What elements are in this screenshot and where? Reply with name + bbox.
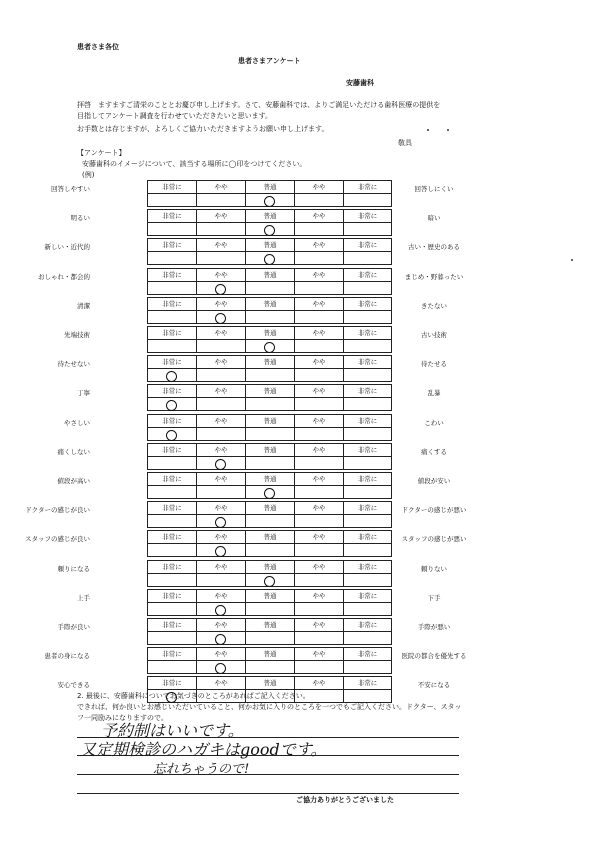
scale-label: 普通: [245, 501, 294, 515]
rating-option[interactable]: [147, 661, 196, 674]
row-right-label: ドクターの感じが悪い: [401, 506, 467, 514]
scale-label: 非常に: [147, 297, 196, 311]
row-left-label: 頼りになる: [57, 565, 90, 573]
question-2-line-3: フ一同励みになりますので。: [77, 714, 168, 722]
handwritten-answer-1: 予約制はいいです。: [101, 721, 244, 740]
row-left-label: 値段が高い: [57, 477, 90, 485]
rating-option[interactable]: [245, 515, 294, 528]
row-right-label: 下手: [427, 594, 441, 602]
circle-mark-icon: [264, 254, 275, 265]
circle-mark-icon: [264, 225, 275, 236]
row-left-label: 回答しやすい: [51, 185, 90, 193]
scale-label: 非常に: [147, 414, 196, 428]
rating-option[interactable]: [343, 398, 392, 411]
handwritten-answer-2: 又定期検診のハガキはgoodです。: [80, 740, 327, 759]
rating-scale: [147, 209, 396, 236]
scale-label: やや: [196, 384, 245, 398]
rating-option[interactable]: [343, 223, 392, 236]
scale-label: 非常に: [147, 238, 196, 252]
greeting-line-2: 目指してアンケート調査を行わせていただきたいと思います。: [77, 112, 273, 120]
recipient: 患者さま各位: [77, 43, 119, 51]
scale-label: やや: [294, 501, 343, 515]
scale-label: やや: [196, 326, 245, 340]
circle-mark-icon: [215, 663, 226, 674]
row-right-label: 痛くする: [421, 448, 447, 456]
circle-mark-icon: [215, 605, 226, 616]
rating-option[interactable]: [196, 632, 245, 645]
answer-line: [77, 793, 459, 794]
row-left-label: 新しい・近代的: [44, 243, 90, 251]
rating-scale: [147, 384, 396, 411]
rating-option[interactable]: [147, 574, 196, 587]
scale-label: やや: [196, 180, 245, 194]
rating-option[interactable]: [343, 574, 392, 587]
scale-label: 非常に: [343, 268, 392, 282]
rating-option[interactable]: [245, 311, 294, 324]
circle-mark-icon: [215, 313, 226, 324]
rating-option[interactable]: [245, 457, 294, 470]
scale-label: 普通: [245, 472, 294, 486]
scale-label: やや: [294, 355, 343, 369]
rating-option[interactable]: [196, 661, 245, 674]
rating-option[interactable]: [343, 486, 392, 499]
scale-label: 普通: [245, 355, 294, 369]
scale-label: 非常に: [147, 676, 196, 690]
scale-label: やや: [294, 384, 343, 398]
scale-label: 普通: [245, 530, 294, 544]
scale-label: 非常に: [147, 268, 196, 282]
row-right-label: 医院の都合を優先する: [401, 652, 467, 660]
rating-scale: [147, 355, 396, 382]
rating-option[interactable]: [245, 428, 294, 441]
row-right-label: 頼りない: [421, 565, 447, 573]
rating-option[interactable]: [343, 340, 392, 353]
scale-label: 非常に: [343, 297, 392, 311]
scale-label: やや: [294, 209, 343, 223]
scale-label: 非常に: [343, 647, 392, 661]
rating-option[interactable]: [147, 311, 196, 324]
row-right-label: 待たせる: [421, 360, 447, 368]
rating-option[interactable]: [196, 369, 245, 382]
rating-option[interactable]: [196, 398, 245, 411]
scale-label: 普通: [245, 268, 294, 282]
circle-mark-icon: [215, 634, 226, 645]
scale-label: やや: [294, 647, 343, 661]
circle-mark-icon: [264, 196, 275, 207]
scale-label: 非常に: [343, 501, 392, 515]
scale-label: やや: [294, 297, 343, 311]
scale-label: 非常に: [147, 326, 196, 340]
scale-label: やや: [294, 326, 343, 340]
scale-label: 非常に: [343, 443, 392, 457]
rating-option[interactable]: [245, 194, 294, 207]
rating-scale: [147, 472, 396, 499]
rating-option[interactable]: [294, 282, 343, 295]
rating-option[interactable]: [196, 544, 245, 557]
rating-option[interactable]: [245, 632, 294, 645]
rating-option[interactable]: [147, 632, 196, 645]
rating-option[interactable]: [245, 282, 294, 295]
rating-option[interactable]: [343, 252, 392, 265]
scale-label: 非常に: [147, 209, 196, 223]
scale-label: 非常に: [343, 618, 392, 632]
rating-option[interactable]: [147, 603, 196, 616]
scale-label: やや: [196, 443, 245, 457]
rating-option[interactable]: [147, 194, 196, 207]
scale-label: 普通: [245, 326, 294, 340]
rating-scale: [147, 297, 396, 324]
rating-option[interactable]: [245, 398, 294, 411]
scale-label: 非常に: [147, 618, 196, 632]
scale-label: やや: [294, 618, 343, 632]
rating-option[interactable]: [294, 398, 343, 411]
rating-option[interactable]: [147, 223, 196, 236]
rating-option[interactable]: [196, 340, 245, 353]
circle-mark-icon: [264, 342, 275, 353]
rating-option[interactable]: [196, 574, 245, 587]
section-instruction: 安藤歯科のイメージについて、該当する場所に◯印をつけてください。: [82, 160, 307, 168]
scale-label: 非常に: [147, 589, 196, 603]
scale-label: やや: [196, 647, 245, 661]
rating-option[interactable]: [245, 340, 294, 353]
circle-mark-icon: [215, 459, 226, 470]
rating-scale: [147, 443, 396, 470]
row-right-label: きたない: [421, 302, 447, 310]
scale-label: やや: [294, 180, 343, 194]
rating-option[interactable]: [294, 194, 343, 207]
circle-mark-icon: [215, 284, 226, 295]
rating-option[interactable]: [245, 574, 294, 587]
scale-label: 普通: [245, 238, 294, 252]
rating-option[interactable]: [343, 282, 392, 295]
rating-option[interactable]: [147, 398, 196, 411]
rating-scale: [147, 501, 396, 528]
scale-label: 非常に: [343, 676, 392, 690]
scale-label: 非常に: [147, 530, 196, 544]
rating-option[interactable]: [196, 252, 245, 265]
scale-label: 普通: [245, 180, 294, 194]
row-right-label: 回答しにくい: [414, 185, 454, 193]
rating-option[interactable]: [147, 486, 196, 499]
scale-label: 普通: [245, 443, 294, 457]
speck: [571, 259, 573, 261]
circle-mark-icon: [166, 371, 177, 382]
row-left-label: 丁寧: [77, 389, 90, 397]
rating-scale: [147, 618, 396, 645]
row-left-label: 安心できる: [57, 681, 90, 689]
scale-label: 非常に: [343, 180, 392, 194]
scale-label: 非常に: [147, 384, 196, 398]
scale-label: 普通: [245, 297, 294, 311]
scale-label: 普通: [245, 414, 294, 428]
row-right-label: 不安になる: [417, 681, 451, 689]
rating-option[interactable]: [343, 515, 392, 528]
rating-option[interactable]: [294, 574, 343, 587]
rating-option[interactable]: [147, 544, 196, 557]
row-left-label: 患者の身になる: [44, 652, 90, 660]
rating-option[interactable]: [245, 369, 294, 382]
row-right-label: まじめ・野暮ったい: [404, 273, 464, 281]
rating-option[interactable]: [196, 223, 245, 236]
row-right-label: 古い・歴史のある: [408, 243, 460, 251]
rating-option[interactable]: [294, 457, 343, 470]
rating-scale: [147, 530, 396, 557]
row-right-label: 値段が安い: [417, 477, 451, 485]
rating-scale: [147, 414, 396, 441]
rating-option[interactable]: [294, 632, 343, 645]
rating-scale: [147, 268, 396, 295]
scale-label: 普通: [245, 618, 294, 632]
rating-option[interactable]: [245, 661, 294, 674]
scale-label: 非常に: [147, 560, 196, 574]
rating-scale: [147, 589, 396, 616]
rating-option[interactable]: [294, 603, 343, 616]
rating-option[interactable]: [245, 603, 294, 616]
scale-label: 非常に: [147, 472, 196, 486]
rating-option[interactable]: [147, 282, 196, 295]
circle-mark-icon: [166, 400, 177, 411]
rating-scale: [147, 560, 396, 587]
scale-label: 普通: [245, 384, 294, 398]
row-right-label: 古い技術: [421, 331, 447, 339]
circle-mark-icon: [166, 430, 177, 441]
example-label: (例): [82, 171, 95, 179]
row-left-label: 上手: [77, 594, 90, 602]
row-right-label: スタッフの感じが悪い: [401, 535, 467, 543]
rating-option[interactable]: [196, 194, 245, 207]
scale-label: やや: [196, 238, 245, 252]
rating-option[interactable]: [343, 544, 392, 557]
rating-option[interactable]: [196, 428, 245, 441]
scale-label: 非常に: [343, 589, 392, 603]
rating-option[interactable]: [147, 340, 196, 353]
rating-option[interactable]: [196, 282, 245, 295]
rating-option[interactable]: [343, 603, 392, 616]
scale-label: やや: [196, 589, 245, 603]
clinic-name: 安藤歯科: [346, 79, 374, 87]
row-right-label: こわい: [424, 419, 444, 427]
rating-scale: [147, 326, 396, 353]
scale-label: やや: [196, 414, 245, 428]
rating-option[interactable]: [245, 252, 294, 265]
rating-option[interactable]: [147, 369, 196, 382]
row-left-label: 明るい: [70, 214, 90, 222]
row-left-label: 痛くしない: [57, 448, 90, 456]
rating-option[interactable]: [294, 515, 343, 528]
closing: 敬具: [398, 139, 412, 147]
rating-option[interactable]: [196, 457, 245, 470]
scale-label: やや: [294, 676, 343, 690]
rating-option[interactable]: [294, 369, 343, 382]
scale-label: やや: [196, 618, 245, 632]
rating-option[interactable]: [343, 311, 392, 324]
row-left-label: おしゃれ・都会的: [38, 273, 90, 281]
rating-option[interactable]: [294, 428, 343, 441]
scale-label: やや: [196, 501, 245, 515]
scale-label: 非常に: [343, 355, 392, 369]
rating-option[interactable]: [196, 486, 245, 499]
rating-option[interactable]: [147, 252, 196, 265]
rating-option[interactable]: [343, 194, 392, 207]
rating-option[interactable]: [147, 428, 196, 441]
thanks-note: ご協力ありがとうございました: [296, 796, 394, 804]
scale-label: やや: [294, 238, 343, 252]
scale-label: やや: [294, 443, 343, 457]
speck: [427, 129, 429, 131]
rating-option[interactable]: [245, 223, 294, 236]
circle-mark-icon: [215, 517, 226, 528]
scale-label: やや: [196, 209, 245, 223]
scale-label: 非常に: [147, 443, 196, 457]
rating-option[interactable]: [343, 457, 392, 470]
scale-label: 非常に: [343, 326, 392, 340]
rating-option[interactable]: [196, 603, 245, 616]
scale-label: やや: [294, 414, 343, 428]
circle-mark-icon: [215, 546, 226, 557]
scale-label: やや: [294, 589, 343, 603]
row-left-label: スタッフの感じが良い: [25, 535, 90, 543]
row-left-label: 清潔: [77, 302, 90, 310]
rating-option[interactable]: [294, 544, 343, 557]
section-heading: 【アンケート】: [77, 149, 126, 157]
question-2-line-2: できれば、何か良いとお感じいただいていること、何かお気に入りのところを一つでもご記入ください。ドクター、スタッ: [77, 703, 462, 711]
scale-label: やや: [294, 530, 343, 544]
page-title: 患者さまアンケート: [238, 57, 301, 65]
row-left-label: 待たせない: [57, 360, 90, 368]
scale-label: 普通: [245, 647, 294, 661]
rating-option[interactable]: [294, 311, 343, 324]
scale-label: やや: [196, 530, 245, 544]
rating-scale: [147, 647, 396, 674]
speck: [447, 129, 449, 131]
rating-scale: [147, 238, 396, 265]
rating-option[interactable]: [196, 515, 245, 528]
scale-label: 非常に: [343, 414, 392, 428]
scale-label: 非常に: [147, 180, 196, 194]
scale-label: やや: [196, 355, 245, 369]
scale-label: 普通: [245, 676, 294, 690]
rating-option[interactable]: [343, 428, 392, 441]
row-right-label: 乱暴: [427, 389, 441, 397]
scale-label: 普通: [245, 589, 294, 603]
scale-label: 非常に: [147, 355, 196, 369]
row-right-label: 暗い: [427, 214, 441, 222]
question-2-line-1: 2. 最後に、安藤歯科についてお気づきのところがあればご記入ください。: [77, 692, 310, 700]
row-left-label: 手際が良い: [57, 623, 90, 631]
rating-option[interactable]: [294, 252, 343, 265]
rating-option[interactable]: [343, 369, 392, 382]
scale-label: 非常に: [343, 384, 392, 398]
scale-label: 非常に: [343, 209, 392, 223]
circle-mark-icon: [264, 488, 275, 499]
scale-label: やや: [196, 297, 245, 311]
scale-label: 普通: [245, 209, 294, 223]
row-left-label: 先端技術: [64, 331, 90, 339]
rating-scale: [147, 180, 396, 207]
greeting-line-3: お手数とは存じますが、よろしくご協力いただきますようお願い申し上げます。: [77, 125, 329, 133]
rating-option[interactable]: [147, 515, 196, 528]
scale-label: やや: [294, 560, 343, 574]
rating-option[interactable]: [245, 486, 294, 499]
handwritten-answer-3: 忘れちゃうので!: [153, 762, 250, 777]
scale-label: やや: [294, 472, 343, 486]
rating-option[interactable]: [294, 486, 343, 499]
circle-mark-icon: [264, 576, 275, 587]
greeting-line-1: 拝啓 ますますご清栄のこととお慶び申し上げます。さて、安藤歯科では、よりご満足いただける歯科医療の提供を: [77, 101, 441, 109]
rating-option[interactable]: [245, 544, 294, 557]
scale-label: 非常に: [343, 530, 392, 544]
scale-label: 非常に: [147, 501, 196, 515]
row-left-label: やさしい: [64, 419, 90, 427]
rating-option[interactable]: [343, 661, 392, 674]
scale-label: 普通: [245, 560, 294, 574]
rating-option[interactable]: [294, 223, 343, 236]
row-left-label: ドクターの感じが良い: [25, 506, 90, 514]
rating-option[interactable]: [294, 661, 343, 674]
rating-option[interactable]: [343, 632, 392, 645]
scale-label: 非常に: [343, 472, 392, 486]
rating-option[interactable]: [196, 311, 245, 324]
scale-label: やや: [196, 560, 245, 574]
scale-label: やや: [196, 472, 245, 486]
scale-label: やや: [196, 268, 245, 282]
scale-label: やや: [196, 676, 245, 690]
rating-option[interactable]: [294, 340, 343, 353]
scale-label: やや: [294, 268, 343, 282]
rating-option[interactable]: [147, 457, 196, 470]
answer-line: [77, 774, 459, 775]
scale-label: 非常に: [147, 647, 196, 661]
row-right-label: 手際が悪い: [417, 623, 451, 631]
scale-label: 非常に: [343, 560, 392, 574]
scale-label: 非常に: [343, 238, 392, 252]
